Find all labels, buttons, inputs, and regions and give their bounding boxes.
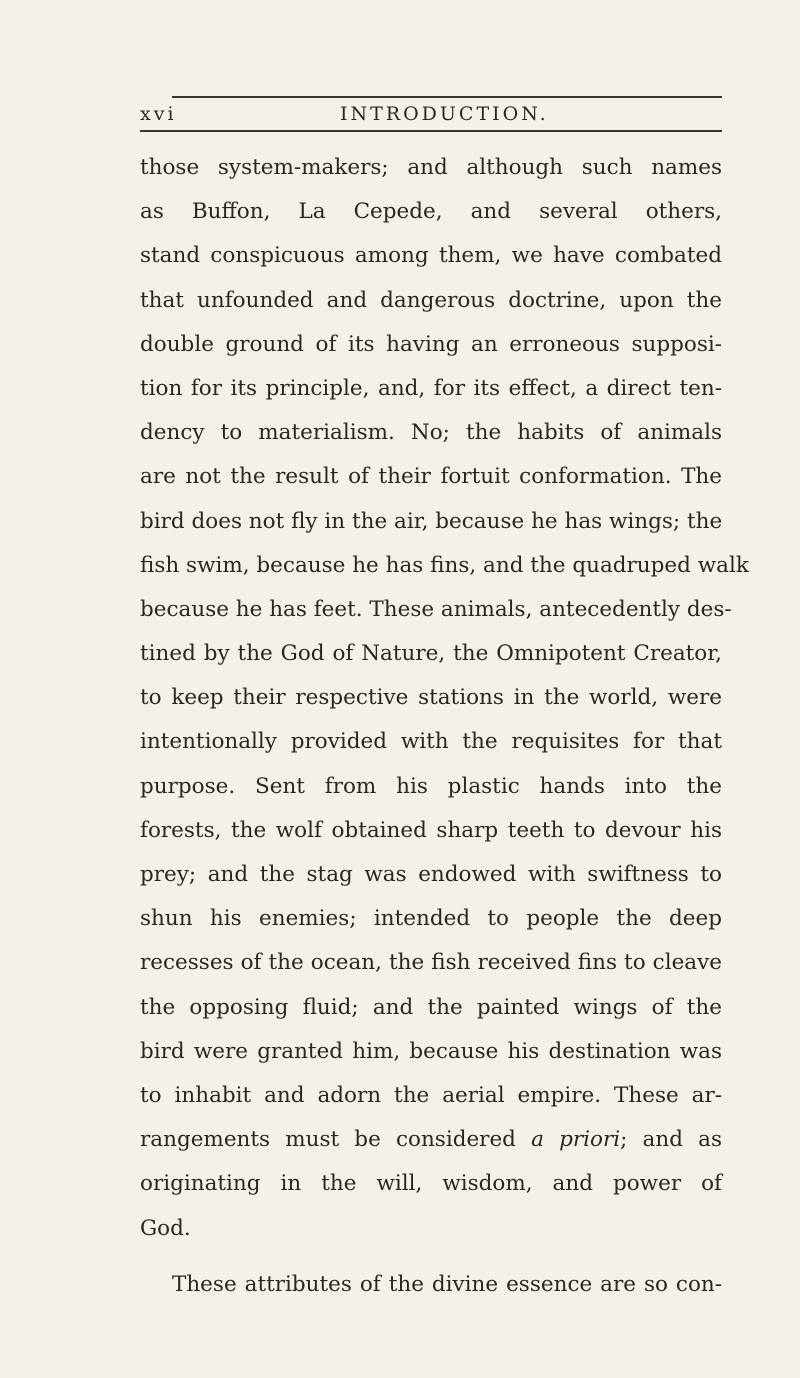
paragraph-gap (140, 1251, 722, 1263)
running-title: INTRODUCTION. (340, 103, 549, 125)
text-line: purpose. Sent from his plastic hands into the (140, 773, 722, 799)
text-line: forests, the wolf obtained sharp teeth to devour his (140, 817, 722, 843)
text-line: fish swim, because he has fins, and the quadruped walk (140, 552, 749, 578)
running-head (140, 100, 722, 128)
text-line: bird were granted him, because his destination was (140, 1038, 722, 1064)
text-line: tion for its principle, and, for its effect, a direct ten- (140, 375, 722, 401)
paragraph (140, 1263, 722, 1307)
text-line: stand conspicuous among them, we have combated (140, 243, 722, 269)
text-line: bird does not fly in the air, because he has wings; the (140, 508, 723, 534)
text-line: shun his enemies; intended to people the deep (140, 906, 722, 932)
text-line: to keep their respective stations in the world, were (140, 685, 722, 711)
header-rule-bottom (140, 130, 722, 132)
body-text (140, 146, 749, 1307)
page-number: xvi (140, 103, 177, 125)
header-rule-top (172, 96, 722, 98)
text-line: recesses of the ocean, the fish received fins to cleave (140, 950, 722, 976)
italic-phrase: a priori (531, 1127, 621, 1153)
text-line: dency to materialism. No; the habits of animals (140, 420, 722, 446)
text-line: originating in the will, wisdom, and power of (140, 1171, 722, 1197)
paragraph (140, 146, 749, 1251)
text-line: as Buffon, La Cepede, and several others, (140, 199, 722, 225)
text-line: These attributes of the divine essence are so con- (172, 1271, 722, 1297)
text-line: intentionally provided with the requisites for that (140, 729, 722, 755)
text-line: those system-makers; and although such names (140, 155, 722, 180)
text-line: are not the result of their fortuit conformation. The (140, 464, 722, 490)
text-line: tined by the God of Nature, the Omnipotent Creator, (140, 641, 722, 667)
text-line-final: God. (140, 1215, 191, 1241)
text-line: the opposing fluid; and the painted wings of the (140, 994, 722, 1020)
text-line: because he has feet. These animals, antecedently des- (140, 596, 732, 622)
text-run: ; and as (620, 1127, 722, 1153)
text-line: prey; and the stag was endowed with swiftness to (140, 862, 722, 887)
text-line-with-italic (140, 1118, 722, 1162)
text-line: double ground of its having an erroneous supposi- (140, 331, 722, 357)
text-run: rangements must be considered (140, 1127, 532, 1153)
text-line: to inhabit and adorn the aerial empire. These ar- (140, 1082, 722, 1108)
text-line: that unfounded and dangerous doctrine, upon the (140, 287, 722, 313)
